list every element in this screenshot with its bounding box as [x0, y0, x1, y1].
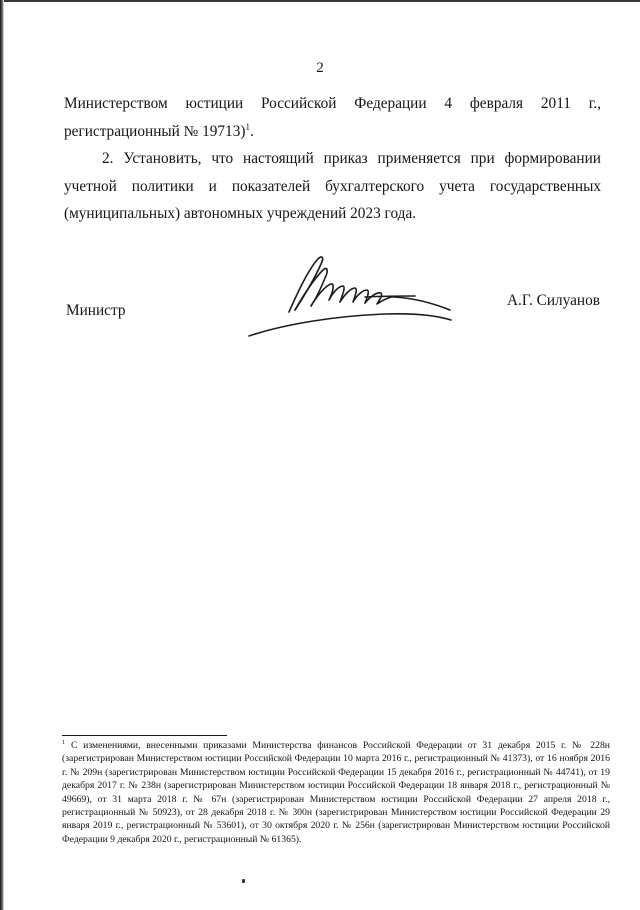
paragraph-continued	[64, 90, 601, 145]
footnote-reference: 1	[245, 121, 250, 132]
page-number: 2	[316, 60, 324, 76]
footnote-mark: 1	[62, 738, 66, 746]
footnote-text: С изменениями, внесенными приказами Министерства финансов Российской Федерации от 31 декабря 2015 г. № 228н (зарегистрирован Министерством юстиции Российской Федерации 10 марта 2016 г., регистрационный № 41373), от 16 ноября 2016 г. № 209н (зарегистрирован Министерством юстиции Российской Федерации 15 декабря 2016 г., регистрационный № 44741), от 19 декабря 2017 г. № 238н (зарегистрирован Министерством юстиции Российской Федерации 18 января 2018 г., регистрационный № 49669), от 31 марта 2018 г. № 67н (зарегистрирован Министерством юстиции Российской Федерации 27 апреля 2018 г., регистрационный № 50923), от 28 декабря 2018 г. № 300н (зарегистрирован Министерством юстиции Российской Федерации 29 января 2019 г., регистрационный № 53601), от 30 октября 2020 г. № 256н (зарегистрирован Министерством юстиции Российской Федерации 9 декабря 2020 г., регистрационный № 61365).	[62, 740, 610, 845]
scan-speck	[242, 879, 245, 883]
signatory-name: А.Г. Силуанов	[507, 292, 600, 309]
footnote-separator	[62, 735, 227, 736]
scan-edge-top	[0, 0, 640, 2]
signatory-title: Министр	[66, 302, 126, 319]
paragraph-continued-end: .	[249, 122, 254, 140]
footnote	[62, 739, 610, 846]
paragraph-continued-text: Министерством юстиции Российской Федерации 4 февраля 2011 г., регистрационный № 19713)	[64, 95, 601, 140]
paragraph-2: 2. Установить, что настоящий приказ применяется при формировании учетной политики и показателей бухгалтерского учета государственных (муниципальных) автономных учреждений 2023 года.	[64, 150, 601, 222]
scan-edge-left	[0, 0, 4, 910]
handwritten-signature	[245, 250, 455, 342]
